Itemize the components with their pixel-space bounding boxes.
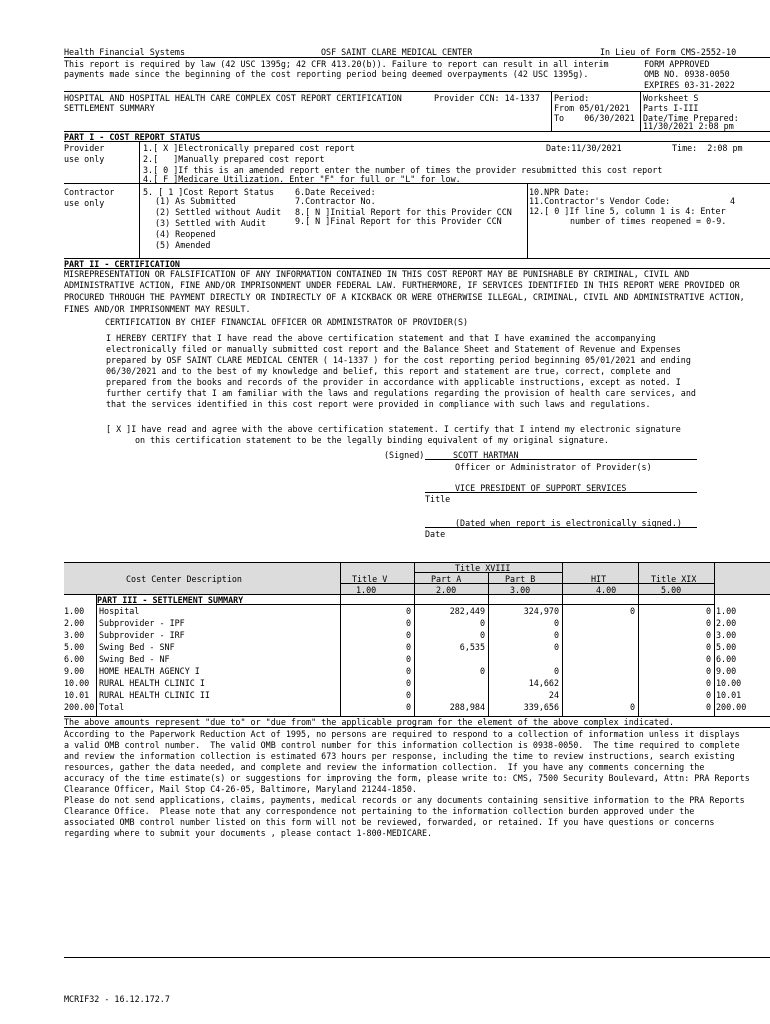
pra-line-3: and review the information collection is estimated 673 hours per response, including the time to review instructions, search existing — [64, 751, 735, 761]
vendor-code-value: 4 — [730, 196, 736, 206]
row-hit — [563, 654, 635, 664]
worksheet-label: Worksheet S — [643, 93, 699, 103]
row-part-b: 14,662 — [528, 678, 559, 688]
row-description: Subprovider - IRF — [99, 630, 185, 640]
cert-para-1: I HEREBY CERTIFY that I have read the above certification statement and that I have examined the accompanying — [106, 333, 656, 343]
pra-line-4: resources, gather the data needed, and complete and review the information collection. If you have any comments concerning the — [64, 762, 705, 772]
row-title-xix: 0 — [705, 690, 711, 700]
col-num-title-v: 1.00 — [356, 585, 377, 595]
pra-line-2: a valid OMB control number. The valid OMB control number for this information collection is 0938-0050. The time required to complete — [64, 740, 740, 750]
row-hit: 0 — [629, 702, 635, 712]
row-title-v: 0 — [405, 690, 411, 700]
pra-line-1: According to the Paperwork Reduction Act of 1995, no persons are required to respond to a collection of information unless it displays — [64, 729, 740, 739]
contractor-use-label: Contractor — [64, 187, 115, 197]
date-label: Date — [425, 529, 446, 539]
cert-para-4: 06/30/2021 and to the best of my knowledge and belief, this report and statement are true, correct, complete and — [106, 366, 671, 376]
col-hit: HIT — [591, 574, 607, 584]
col-num-part-b: 3.00 — [510, 585, 531, 595]
row-part-a: 0 — [479, 618, 485, 628]
item-utilization: 4.[ F ]Medicare Utilization. Enter "F" for full or "L" for low. — [143, 174, 461, 184]
row-title-v: 0 — [405, 654, 411, 664]
row-line-number-right: 9.00 — [716, 666, 737, 676]
row-line-number-right: 6.00 — [716, 654, 737, 664]
row-hit — [563, 678, 635, 688]
row-description: Subprovider - IPF — [99, 618, 185, 628]
pra-line-10: regarding where to submit your documents , please contact 1-800-MEDICARE. — [64, 828, 433, 838]
legal-line-1: This report is required by law (42 USC 1395g; 42 CFR 413.20(b)). Failure to report can result in all interim — [64, 59, 609, 69]
row-title-xix: 0 — [705, 654, 711, 664]
row-line-number: 9.00 — [64, 666, 85, 676]
status-amended: (5) Amended — [155, 240, 211, 250]
footer-code: MCRIF32 - 16.12.172.7 — [64, 994, 170, 1004]
status-settled-audit: (3) Settled with Audit — [155, 218, 266, 228]
officer-label: Officer or Administrator of Provider(s) — [455, 462, 652, 472]
row-part-a: 6,535 — [459, 642, 485, 652]
part2-heading: PART II - CERTIFICATION — [64, 259, 180, 269]
part3-heading: PART III - SETTLEMENT SUMMARY — [97, 595, 244, 605]
row-hit — [563, 666, 635, 676]
header-rule — [64, 57, 770, 58]
row-part-a — [415, 690, 485, 700]
provider-use-label: Provider — [64, 143, 105, 153]
row-title-v: 0 — [405, 702, 411, 712]
omb-number: OMB NO. 0938-0050 — [644, 69, 730, 79]
row-title-v: 0 — [405, 678, 411, 688]
col-title-v: Title V — [352, 574, 388, 584]
row-hit — [563, 618, 635, 628]
cert-para-7: that the services identified in this cost report were provided in compliance with such laws and regulations. — [106, 399, 651, 409]
item-reopened: 12.[ 0 ]If line 5, column 1 is 4: Enter — [529, 206, 726, 216]
row-title-xix: 0 — [705, 702, 711, 712]
row-line-number-right: 10.01 — [716, 690, 742, 700]
report-subtitle: SETTLEMENT SUMMARY — [64, 103, 155, 113]
row-part-a: 0 — [479, 630, 485, 640]
row-line-number: 200.00 — [64, 702, 95, 712]
row-description: Hospital — [99, 606, 140, 616]
electronic-sig-line-1: [ X ]I have read and agree with the above certification statement. I certify that I intend my electronic signature — [106, 424, 681, 434]
col-description: Cost Center Description — [126, 574, 242, 584]
row-description: Total — [99, 702, 125, 712]
row-title-xix: 0 — [705, 606, 711, 616]
row-part-b: 324,970 — [523, 606, 559, 616]
item-final-report: 9.[ N ]Final Report for this Provider CCN — [295, 216, 502, 226]
row-title-xix: 0 — [705, 666, 711, 676]
item-initial-report: 8.[ N ]Initial Report for this Provider CCN — [295, 207, 512, 217]
item-manual: 2.[ ]Manually prepared cost report — [143, 154, 325, 164]
row-title-v: 0 — [405, 618, 411, 628]
row-line-number-right: 2.00 — [716, 618, 737, 628]
signed-label: (Signed) — [384, 450, 425, 460]
row-hit — [563, 690, 635, 700]
table-footnote: The above amounts represent "due to" or "due from" the applicable program for the element of the above complex indicated. — [64, 717, 675, 727]
row-title-xix: 0 — [705, 618, 711, 628]
signer-title: VICE PRESIDENT OF SUPPORT SERVICES — [455, 483, 627, 493]
date-prepared-label: Date/Time Prepared: — [643, 113, 739, 123]
item-amended: 3.[ 0 ]If this is an amended report enter the number of times the provider resubmitted this cost report — [143, 165, 663, 175]
item-vendor-code: 11.Contractor's Vendor Code: — [529, 196, 671, 206]
row-description: Swing Bed - SNF — [99, 642, 175, 652]
electronic-sig-line-2: on this certification statement to be the legally binding equivalent of my original signature. — [135, 435, 609, 445]
row-part-b — [489, 654, 559, 664]
row-hit — [563, 630, 635, 640]
row-hit: 0 — [629, 606, 635, 616]
row-part-b: 0 — [553, 630, 559, 640]
col-num-title-xix: 5.00 — [661, 585, 682, 595]
row-description: Swing Bed - NF — [99, 654, 170, 664]
cert-para-3: prepared by OSF SAINT CLARE MEDICAL CENTER ( 14-1337 ) for the cost reporting period beginning 05/01/2021 and ending — [106, 355, 691, 365]
title-label: Title — [425, 494, 451, 504]
period-from: From 05/01/2021 — [554, 103, 630, 113]
row-part-a — [415, 654, 485, 664]
form-approved: FORM APPROVED — [644, 59, 710, 69]
row-line-number-right: 200.00 — [716, 702, 747, 712]
pra-line-5: accuracy of the time estimate(s) or suggestions for improving the form, please write to: CMS, 7500 Security Boulevard, Attn: PRA Reports — [64, 773, 750, 783]
row-part-a — [415, 678, 485, 688]
row-line-number: 5.00 — [64, 642, 85, 652]
row-part-a: 288,984 — [449, 702, 485, 712]
warning-line-2: ADMINISTRATIVE ACTION, FINE AND/OR IMPRISONMENT UNDER FEDERAL LAW. FURTHERMORE, IF SERVICES IDENTIFIED IN THIS REPORT WERE PROVIDED OR — [64, 280, 740, 290]
item-npr-date: 10.NPR Date: — [529, 187, 590, 197]
row-description: RURAL HEALTH CLINIC I — [99, 678, 205, 688]
title-xviii-header: Title XVIII — [455, 563, 511, 573]
col-title-xix: Title XIX — [651, 574, 697, 584]
item-status: 5. [ 1 ]Cost Report Status — [143, 187, 275, 197]
legal-line-2: payments made since the beginning of the cost reporting period being deemed overpayments (42 USC 1395g). — [64, 69, 589, 79]
col-num-hit: 4.00 — [596, 585, 617, 595]
pra-line-6: Clearance Officer, Mail Stop C4-26-05, Baltimore, Maryland 21244-1850. — [64, 784, 417, 794]
row-part-b: 339,656 — [523, 702, 559, 712]
row-title-xix: 0 — [705, 642, 711, 652]
warning-line-3: PROCURED THROUGH THE PAYMENT DIRECTLY OR INDIRECTLY OF A KICKBACK OR WERE OTHERWISE ILLEGAL, CRIMINAL, CIVIL AND ADMINISTRATIVE ACTION, — [64, 292, 745, 302]
status-submitted: (1) As Submitted — [155, 196, 236, 206]
row-description: HOME HEALTH AGENCY I — [99, 666, 200, 676]
pra-line-8: Clearance Office. Please note that any correspondence not pertaining to the information collection burden approved under the — [64, 806, 695, 816]
cert-para-6: further certify that I am familiar with the laws and regulations regarding the provision of health care services, and — [106, 388, 696, 398]
row-line-number-right: 3.00 — [716, 630, 737, 640]
expiration-date: EXPIRES 03-31-2022 — [644, 80, 735, 90]
row-hit — [563, 642, 635, 652]
part1-heading: PART I - COST REPORT STATUS — [64, 132, 201, 142]
parts-label: Parts I-III — [643, 103, 699, 113]
warning-line-4: FINES AND/OR IMPRISONMENT MAY RESULT. — [64, 304, 251, 314]
row-line-number: 10.00 — [64, 678, 90, 688]
row-part-a: 282,449 — [449, 606, 485, 616]
item-contractor-no: 7.Contractor No. — [295, 196, 376, 206]
footer-rule — [64, 957, 770, 958]
cert-para-2: electronically filed or manually submitted cost report and the Balance Sheet and Statement of Revenue and Expenses — [106, 344, 681, 354]
item-electronic: 1.[ X ]Electronically prepared cost report — [143, 143, 355, 153]
provider-use-label-2: use only — [64, 154, 105, 164]
row-line-number-right: 1.00 — [716, 606, 737, 616]
period-label: Period: — [554, 93, 590, 103]
row-title-v: 0 — [405, 666, 411, 676]
row-line-number: 3.00 — [64, 630, 85, 640]
row-line-number-right: 5.00 — [716, 642, 737, 652]
pra-line-9: associated OMB control number listed on this form will not be reviewed, forwarded, or retained. If you have questions or concerns — [64, 817, 715, 827]
row-line-number: 2.00 — [64, 618, 85, 628]
cert-para-5: prepared from the books and records of the provider in accordance with applicable instructions, except as noted. I — [106, 377, 681, 387]
row-line-number: 6.00 — [64, 654, 85, 664]
system-name: Health Financial Systems — [64, 47, 186, 57]
row-description: RURAL HEALTH CLINIC II — [99, 690, 210, 700]
date-prepared: 11/30/2021 2:08 pm — [643, 121, 734, 131]
row-title-v: 0 — [405, 642, 411, 652]
col-part-b: Part B — [505, 574, 536, 584]
status-settled-no-audit: (2) Settled without Audit — [155, 207, 282, 217]
row-title-xix: 0 — [705, 678, 711, 688]
row-line-number: 1.00 — [64, 606, 85, 616]
status-reopened: (4) Reopened — [155, 229, 216, 239]
row-title-v: 0 — [405, 630, 411, 640]
form-reference: In Lieu of Form CMS-2552-10 — [600, 47, 737, 57]
warning-line-1: MISREPRESENTATION OR FALSIFICATION OF ANY INFORMATION CONTAINED IN THIS COST REPORT MAY BE PUNISHABLE BY CRIMINAL, CIVIL AND — [64, 269, 690, 279]
row-title-xix: 0 — [705, 630, 711, 640]
certification-heading: CERTIFICATION BY CHIEF FINANCIAL OFFICER OR ADMINISTRATOR OF PROVIDER(S) — [105, 317, 469, 327]
row-line-number: 10.01 — [64, 690, 90, 700]
row-part-a: 0 — [479, 666, 485, 676]
col-num-part-a: 2.00 — [436, 585, 457, 595]
col-part-a: Part A — [431, 574, 462, 584]
item-reopened-note: number of times reopened = 0-9. — [570, 216, 727, 226]
row-part-b: 0 — [553, 666, 559, 676]
facility-name: OSF SAINT CLARE MEDICAL CENTER — [321, 47, 473, 57]
row-part-b: 24 — [548, 690, 559, 700]
row-part-b: 0 — [553, 618, 559, 628]
contractor-use-label-2: use only — [64, 198, 105, 208]
row-part-b: 0 — [553, 642, 559, 652]
signer-name: SCOTT HARTMAN — [453, 450, 519, 460]
row-title-v: 0 — [405, 606, 411, 616]
report-title: HOSPITAL AND HOSPITAL HEALTH CARE COMPLEX COST REPORT CERTIFICATION — [64, 93, 402, 103]
period-to: To 06/30/2021 — [554, 113, 635, 123]
item-electronic-date: Date:11/30/2021 — [546, 143, 622, 153]
provider-ccn: Provider CCN: 14-1337 — [434, 93, 540, 103]
title-rule-top — [64, 91, 770, 92]
pra-line-7: Please do not send applications, claims, payments, medical records or any documents containing sensitive information to the PRA Reports — [64, 795, 745, 805]
row-line-number-right: 10.00 — [716, 678, 742, 688]
item-date-received: 6.Date Received: — [295, 187, 376, 197]
item-electronic-time: Time: 2:08 pm — [672, 143, 743, 153]
dated-note: (Dated when report is electronically signed.) — [455, 518, 682, 528]
